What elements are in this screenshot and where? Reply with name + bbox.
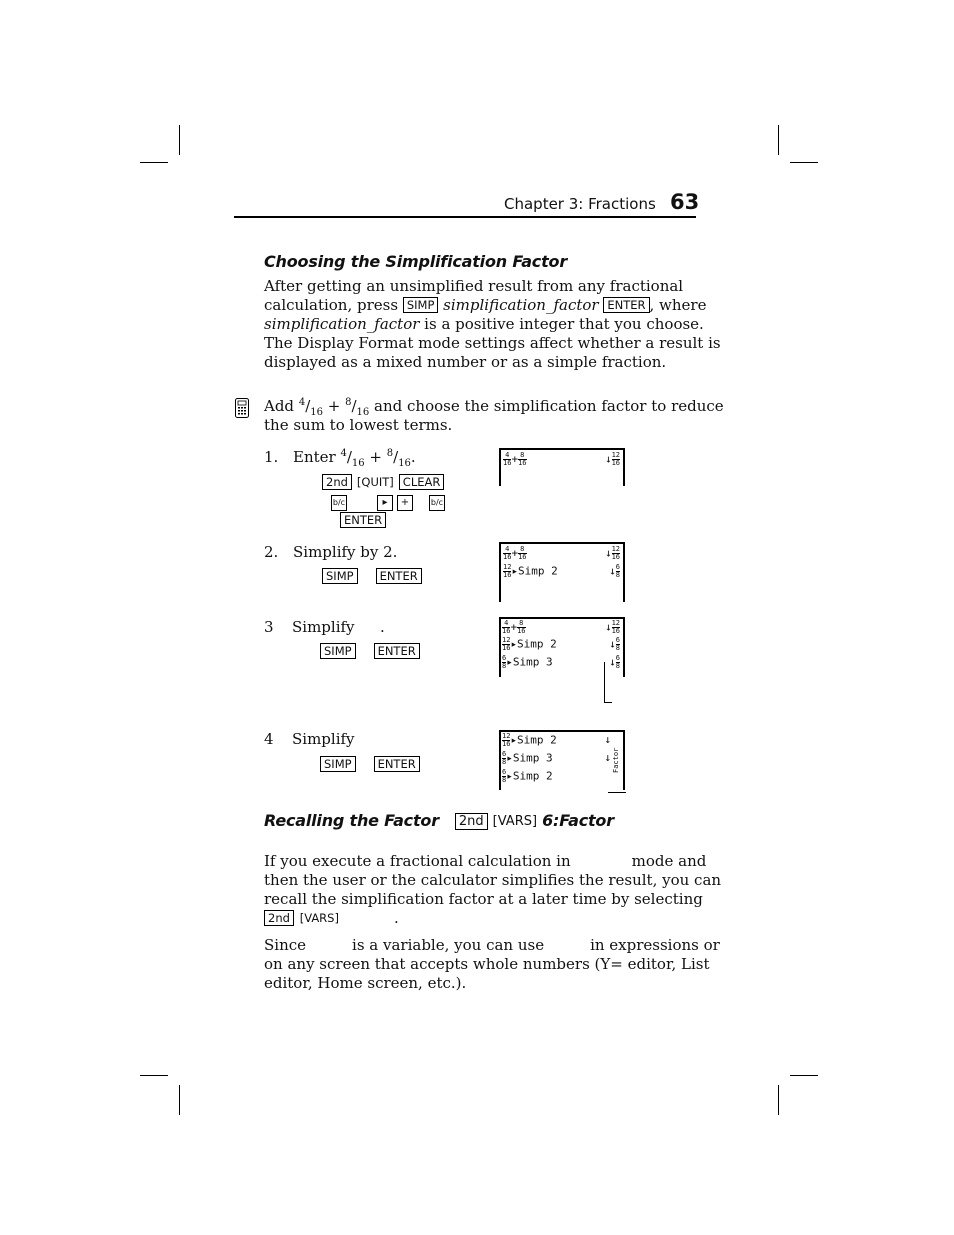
enter-key: ENTER: [603, 297, 649, 313]
text: Since: [264, 936, 307, 954]
fraction-6-8: $\frac{6}{8}$: [502, 750, 507, 766]
screen-result-arrow: ↓: [604, 751, 611, 764]
simp-command: ▸Simp 2: [510, 733, 557, 747]
second-key: 2nd: [264, 910, 294, 926]
fraction-4-16: $\frac{4}{16}$: [503, 545, 512, 561]
screen-simp-line: [502, 769, 553, 784]
text-italic: simplification_factor: [264, 315, 420, 333]
calculator-example-icon: [235, 398, 249, 423]
plus-key: +: [397, 495, 413, 511]
calculator-screen-1: [499, 448, 625, 486]
para-line: [264, 416, 704, 435]
step-4-number: 4: [264, 730, 274, 748]
callout-line-h: [604, 702, 612, 703]
text: is a variable, you can use: [352, 936, 545, 954]
text: Add: [264, 397, 299, 415]
simp-command: ▸Simp 2: [506, 769, 553, 783]
step-2-text: Simplify by 2.: [293, 543, 398, 561]
text: the sum to lowest terms.: [264, 416, 453, 434]
calculator-screen-4: [499, 730, 625, 790]
text: +: [322, 397, 346, 415]
numerator: 4: [298, 397, 306, 408]
simp-command: ▸Simp 2: [511, 564, 558, 578]
example-intro: [264, 397, 724, 435]
enter-key: ENTER: [374, 643, 420, 659]
second-key: 2nd: [322, 474, 352, 490]
simp-key: SIMP: [320, 756, 356, 772]
text: on any screen that accepts whole numbers (Y= editor, List: [264, 955, 710, 973]
text: mode and: [631, 852, 707, 870]
crop-mark-bottom-left-h: [140, 1075, 168, 1076]
text: .: [393, 909, 399, 927]
screen-result: ↓ $\frac{12}{16}$: [604, 451, 620, 467]
simp-key: SIMP: [322, 568, 358, 584]
quit-key: [QUIT]: [356, 475, 394, 489]
denominator: 16: [351, 458, 365, 469]
section-heading-simplification: Choosing the Simplification Factor: [264, 252, 568, 271]
calculator-screen-2: [499, 542, 625, 602]
step-1-number: 1.: [264, 448, 279, 466]
fraction-12-16: $\frac{12}{16}$: [502, 732, 511, 748]
screen-simp-line: [502, 655, 553, 670]
text: calculation, press: [264, 296, 399, 314]
crop-mark-bottom-left-v: [179, 1085, 180, 1115]
step-2-keys: [322, 568, 422, 586]
screen-result-arrow: ↓: [604, 733, 611, 746]
text: and choose the simplification factor to reduce: [369, 397, 724, 415]
screen-simp-line: [502, 733, 557, 748]
section2-paragraph-2: [264, 936, 720, 993]
fraction-6-8: $\frac{6}{8}$: [615, 654, 620, 670]
para-line: [264, 909, 704, 928]
fraction-6-8: $\frac{6}{8}$: [502, 654, 507, 670]
vars-key: [VARS]: [492, 814, 538, 829]
page-number: 63: [670, 190, 700, 214]
para-line: [264, 974, 704, 993]
crop-mark-top-left-h: [140, 162, 168, 163]
text: Enter: [293, 448, 341, 466]
fraction-key: b/c: [331, 495, 347, 511]
enter-key: ENTER: [374, 756, 420, 772]
enter-key: ENTER: [376, 568, 422, 584]
step-2-number: 2.: [264, 543, 279, 561]
para-line: [264, 936, 720, 955]
text: The Display Format mode settings affect whether a result is: [264, 334, 721, 352]
clear-key: CLEAR: [399, 474, 445, 490]
screen-result: ↓ $\frac{6}{8}$: [609, 636, 620, 652]
simp-key: SIMP: [320, 643, 356, 659]
text: then the user or the calculator simplifies the result, you can: [264, 871, 722, 889]
fraction-12-16: $\frac{12}{16}$: [611, 619, 620, 635]
fraction-6-8: $\frac{6}{8}$: [502, 768, 507, 784]
right-arrow-key: ▸: [377, 495, 393, 511]
fraction-12-16: $\frac{12}{16}$: [503, 563, 512, 579]
text: If you execute a fractional calculation in: [264, 852, 571, 870]
heading-text: Recalling the Factor: [264, 811, 439, 830]
step-4-text: Simplify: [292, 730, 355, 748]
fraction-key: b/c: [429, 495, 445, 511]
simp-command: ▸Simp 2: [510, 637, 557, 651]
numerator: 8: [386, 448, 394, 459]
fraction-12-16: $\frac{12}{16}$: [502, 636, 511, 652]
para-line: [264, 890, 704, 909]
fraction-8-16: $\frac{8}{16}$: [518, 545, 527, 561]
key-label: VARS: [497, 814, 532, 829]
text: , where: [649, 296, 707, 314]
fraction-12-16: $\frac{12}{16}$: [611, 545, 620, 561]
crop-mark-top-right-h: [790, 162, 818, 163]
fraction-8-16: $\frac{8}{16}$: [518, 451, 527, 467]
second-key: 2nd: [455, 813, 488, 830]
crop-mark-top-left-v: [179, 125, 180, 155]
section2-paragraph-1: [264, 852, 722, 928]
screen-expression: $\frac{4}{16}$ + $\frac{8}{16}$: [503, 451, 527, 467]
text: After getting an unsimplified result from any fractional: [264, 277, 684, 295]
screen-simp-line: [502, 751, 553, 766]
vars-key: [VARS]: [299, 911, 339, 925]
enter-key: ENTER: [340, 512, 386, 528]
step-4-keys: [320, 756, 420, 774]
denominator: 16: [356, 407, 370, 418]
step-1-keys-row-2: [331, 493, 445, 511]
crop-mark-bottom-right-h: [790, 1075, 818, 1076]
screen-simp-line: [502, 637, 557, 652]
step-3-number: 3: [264, 618, 274, 636]
screen-vertical-label: Factor: [612, 747, 620, 773]
heading-menu-item: 6:Factor: [542, 811, 614, 830]
para-line: [264, 353, 704, 372]
step-3-text: Simplify: [292, 618, 355, 636]
denominator: 16: [398, 458, 411, 469]
text: is a positive integer that you choose.: [419, 315, 704, 333]
crop-mark-top-right-v: [778, 125, 779, 155]
screen-expression: $\frac{4}{16}$ + $\frac{8}{16}$: [502, 619, 526, 635]
text: editor, Home screen, etc.).: [264, 974, 467, 992]
section1-paragraph: [264, 277, 721, 372]
numerator: 8: [345, 397, 352, 408]
calculator-screen-3: [499, 617, 625, 677]
fraction-8-16: $\frac{8}{16}$: [517, 619, 526, 635]
fraction-6-8: $\frac{6}{8}$: [615, 563, 620, 579]
step-1-text: Enter $^4/_{16} + ^8/_{16}$.: [293, 448, 416, 469]
text: .: [410, 448, 416, 466]
denominator: 16: [310, 407, 323, 418]
screen-result: ↓ $\frac{6}{8}$: [609, 654, 620, 670]
screen-simp-line: [503, 564, 558, 579]
fraction-6-8: $\frac{6}{8}$: [615, 636, 620, 652]
text: displayed as a mixed number or as a simple fraction.: [264, 353, 667, 371]
fraction-12-16: $\frac{12}{16}$: [611, 451, 620, 467]
para-line: [264, 955, 710, 974]
screen-result: ↓ $\frac{12}{16}$: [604, 619, 620, 635]
text: recall the simplification factor at a later time by selecting: [264, 890, 703, 908]
simp-key: SIMP: [403, 297, 439, 313]
step-3-keys: [320, 643, 420, 661]
para-line: Add $^4/_{16} + ^8/_{16}$ and choose the simplification factor to reduce: [264, 397, 724, 418]
para-line: [264, 334, 721, 353]
key-label: QUIT: [361, 475, 390, 489]
screen-expression: $\frac{4}{16}$ + $\frac{8}{16}$: [503, 545, 527, 561]
text: +: [364, 448, 387, 466]
text: in expressions or: [590, 936, 720, 954]
para-line: [264, 315, 704, 334]
key-label: VARS: [304, 911, 335, 925]
step-1-keys-row-3: [340, 512, 386, 530]
section-heading-recalling: [264, 811, 614, 831]
para-line: [264, 871, 722, 890]
step-1-keys-row-1: [322, 474, 444, 492]
screen-result: ↓ $\frac{6}{8}$: [609, 563, 620, 579]
fraction-4-16: $\frac{4}{16}$: [503, 451, 512, 467]
numerator: 4: [340, 448, 347, 459]
fraction-4-16: $\frac{4}{16}$: [502, 619, 511, 635]
step-3-end: .: [380, 618, 385, 636]
crop-mark-bottom-right-v: [778, 1085, 779, 1115]
header-rule: [234, 216, 696, 218]
chapter-title: Chapter 3: Fractions: [504, 195, 656, 213]
callout-line-h: [608, 792, 626, 793]
simp-command: ▸Simp 3: [506, 655, 553, 669]
simp-command: ▸Simp 3: [506, 751, 553, 765]
para-line: [264, 852, 707, 871]
para-line: [264, 277, 704, 296]
callout-line-v: [604, 662, 605, 702]
screen-result: ↓ $\frac{12}{16}$: [604, 545, 620, 561]
text-italic: simplification_factor: [443, 296, 599, 314]
para-line: [264, 296, 707, 315]
